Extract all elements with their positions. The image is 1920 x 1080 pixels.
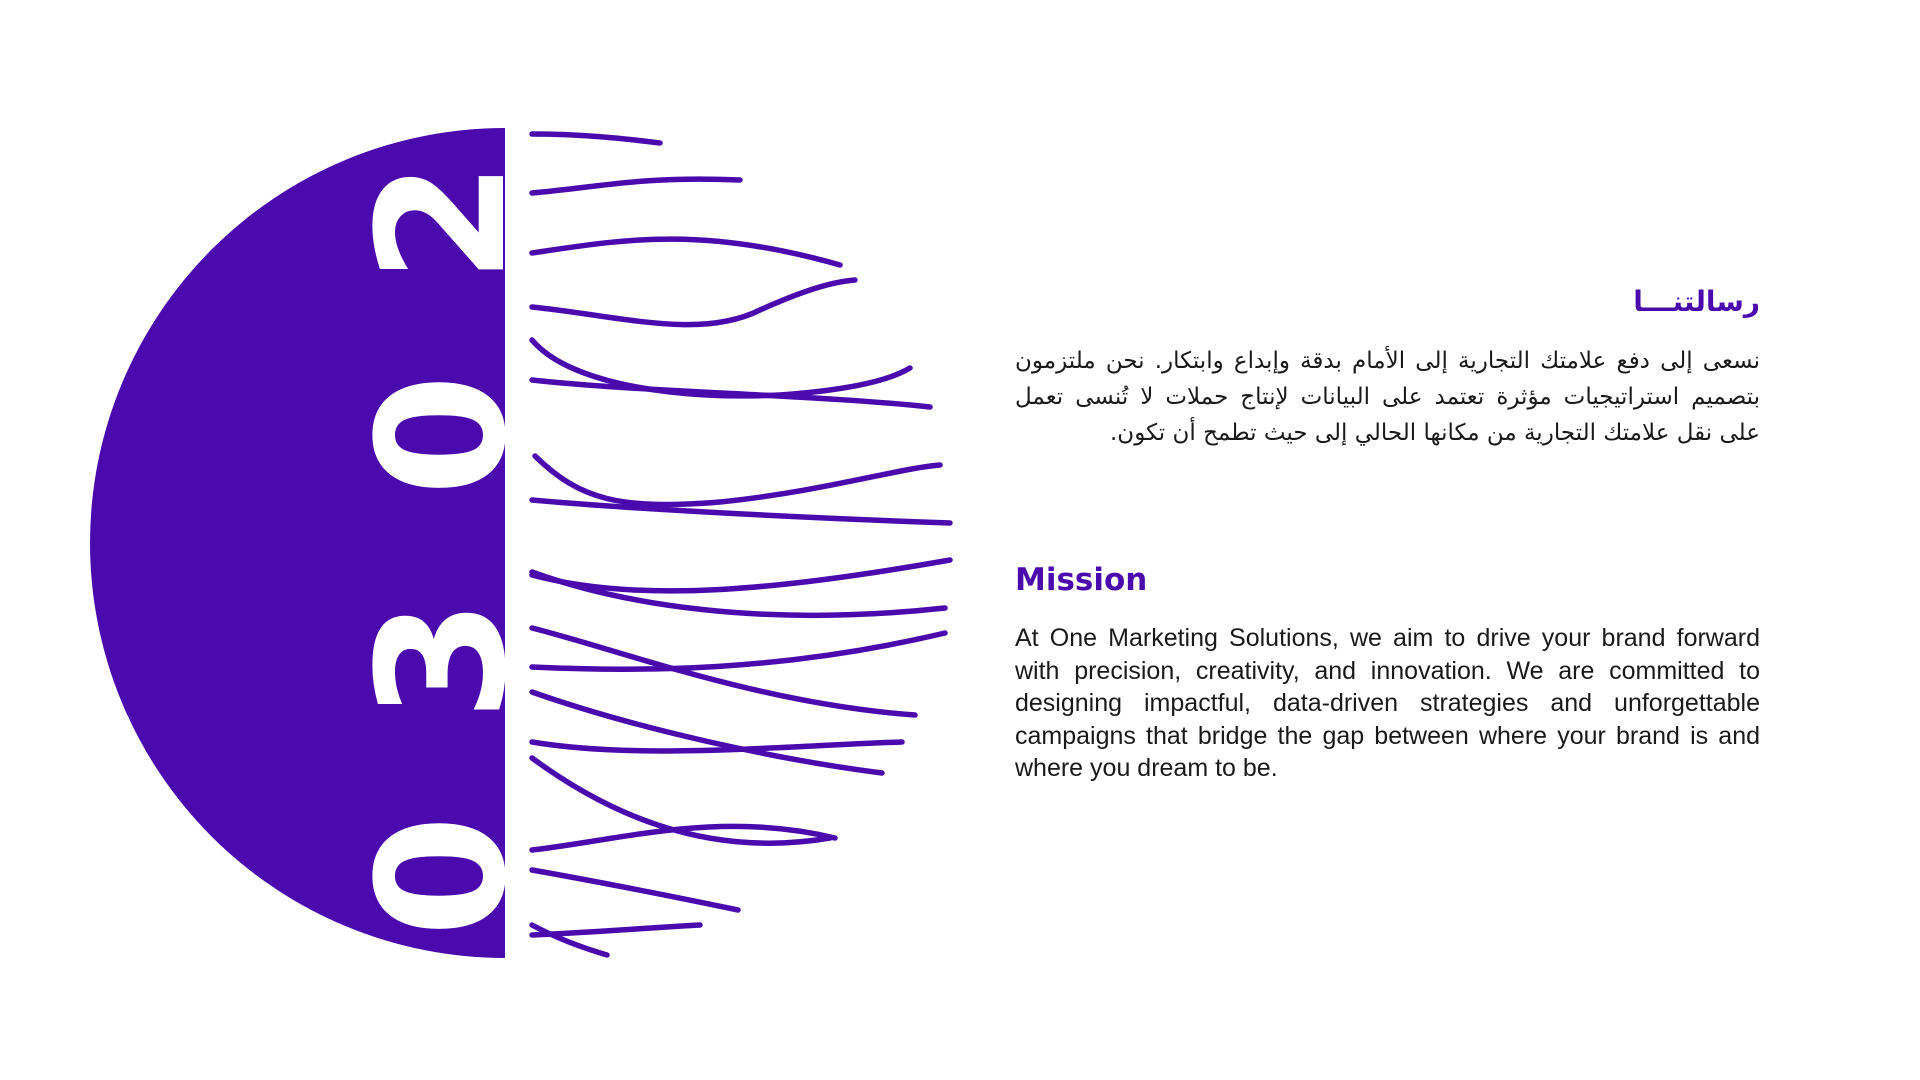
wave-line [532, 925, 700, 935]
year-digit-0-last: 0 [340, 814, 545, 938]
wave-line [532, 280, 855, 325]
wave-line [532, 826, 835, 850]
wave-line [532, 179, 740, 193]
wave-line [532, 633, 945, 669]
wave-line [532, 134, 660, 143]
english-mission-title: Mission [1015, 562, 1148, 598]
arabic-mission-body: نسعى إلى دفع علامتك التجارية إلى الأمام بدقة وإبداع وابتكار. نحن ملتزمون بتصميم استراتيجيات مؤثرة تعتمد على البيانات لإنتاج حملات لا تُنسى تعمل على نقل علامتك التجارية من مكانها الحالي إلى حيث تطمح أن تكون. [1015, 348, 1760, 446]
wavy-lines [532, 134, 950, 955]
wave-line [532, 239, 840, 265]
year-digit-2: 2 [340, 160, 545, 284]
wave-line [532, 560, 950, 591]
year-digit-3: 3 [340, 598, 545, 722]
year-digit-0: 0 [340, 373, 545, 497]
wave-line [535, 456, 940, 505]
english-mission-body: At One Marketing Solutions, we aim to drive your brand forward with precision, creativity, and innovation. We are committed to designing impactful, data-driven strategies and unforgettable campaigns that bridge the gap between where your brand is and where you dream to be. [1015, 624, 1760, 782]
arabic-mission-title: رسالتنـــا [1633, 285, 1760, 318]
wave-line [532, 572, 945, 615]
wave-line [532, 870, 738, 910]
wave-line [532, 500, 950, 523]
